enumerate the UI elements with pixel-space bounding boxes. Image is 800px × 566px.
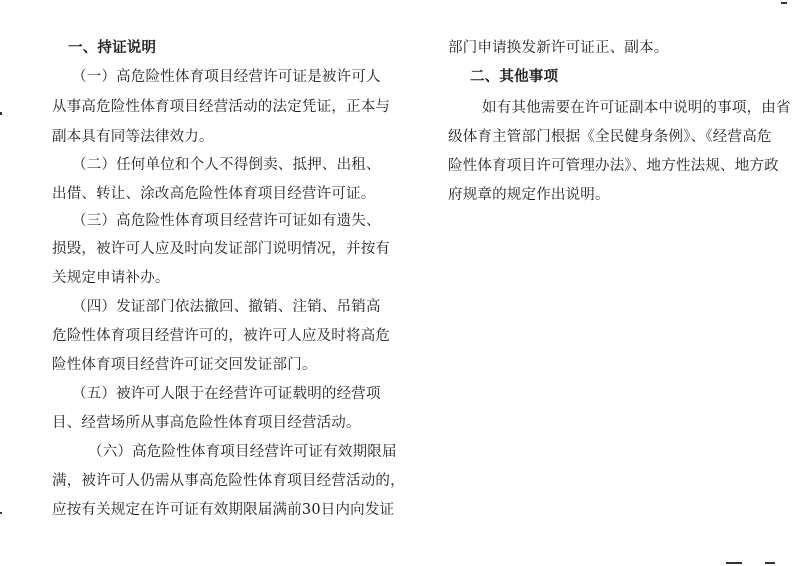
- item-2-line-1: （二）任何单位和个人不得倒卖、抵押、出租、: [72, 157, 381, 173]
- scan-speck: [726, 562, 742, 564]
- item-2-line-2: 出借、转让、涂改高危险性体育项目经营许可证。: [52, 186, 376, 202]
- item-1-line-3: 副本具有同等法律效力。: [52, 129, 214, 145]
- other-para-line-1: 如有其他需要在许可证副本中说明的事项，由省: [482, 100, 791, 116]
- item-4-line-2: 危险性体育项目经营许可的，被许可人应及时将高危: [52, 328, 391, 344]
- scan-speck: [765, 562, 775, 564]
- other-para-line-3: 险性体育项目许可管理办法》、地方性法规、地方政: [448, 158, 779, 174]
- section-heading-2: 二、其他事项: [470, 68, 559, 85]
- section-heading-1: 一、持证说明: [68, 39, 157, 56]
- item-6-line-3: 应按有关规定在许可证有效期限届满前30日内向发证: [52, 502, 395, 518]
- item-3-line-1: （三）高危险性体育项目经营许可证如有遗失、: [72, 213, 381, 229]
- other-para-line-4: 府规章的规定作出说明。: [448, 187, 610, 203]
- scan-speck: [0, 512, 2, 514]
- continuation-line: 部门申请换发新许可证正、副本。: [448, 40, 669, 56]
- item-1-line-2: 从事高危险性体育项目经营活动的法定凭证，正本与: [52, 99, 391, 115]
- item-6-line-2: 满，被许可人仍需从事高危险性体育项目经营活动的，: [52, 473, 405, 489]
- scan-speck: [781, 2, 787, 4]
- item-5-line-2: 目、经营场所从事高危险性体育项目经营活动。: [52, 415, 361, 431]
- item-6-line-1: （六）高危险性体育项目经营许可证有效期限届: [88, 444, 397, 460]
- item-3-line-2: 损毁，被许可人应及时向发证部门说明情况，并按有: [52, 241, 391, 257]
- item-4-line-3: 险性体育项目经营许可证交回发证部门。: [52, 357, 317, 373]
- item-3-line-3: 关规定申请补办。: [52, 270, 170, 286]
- scan-speck: [0, 112, 2, 115]
- item-5-line-1: （五）被许可人限于在经营许可证载明的经营项: [72, 386, 381, 402]
- item-1-line-1: （一）高危险性体育项目经营许可证是被许可人: [72, 69, 381, 85]
- item-4-line-1: （四）发证部门依法撤回、撤销、注销、吊销高: [72, 299, 381, 315]
- other-para-line-2: 级体育主管部门根据《全民健身条例》、《经营高危: [448, 129, 772, 145]
